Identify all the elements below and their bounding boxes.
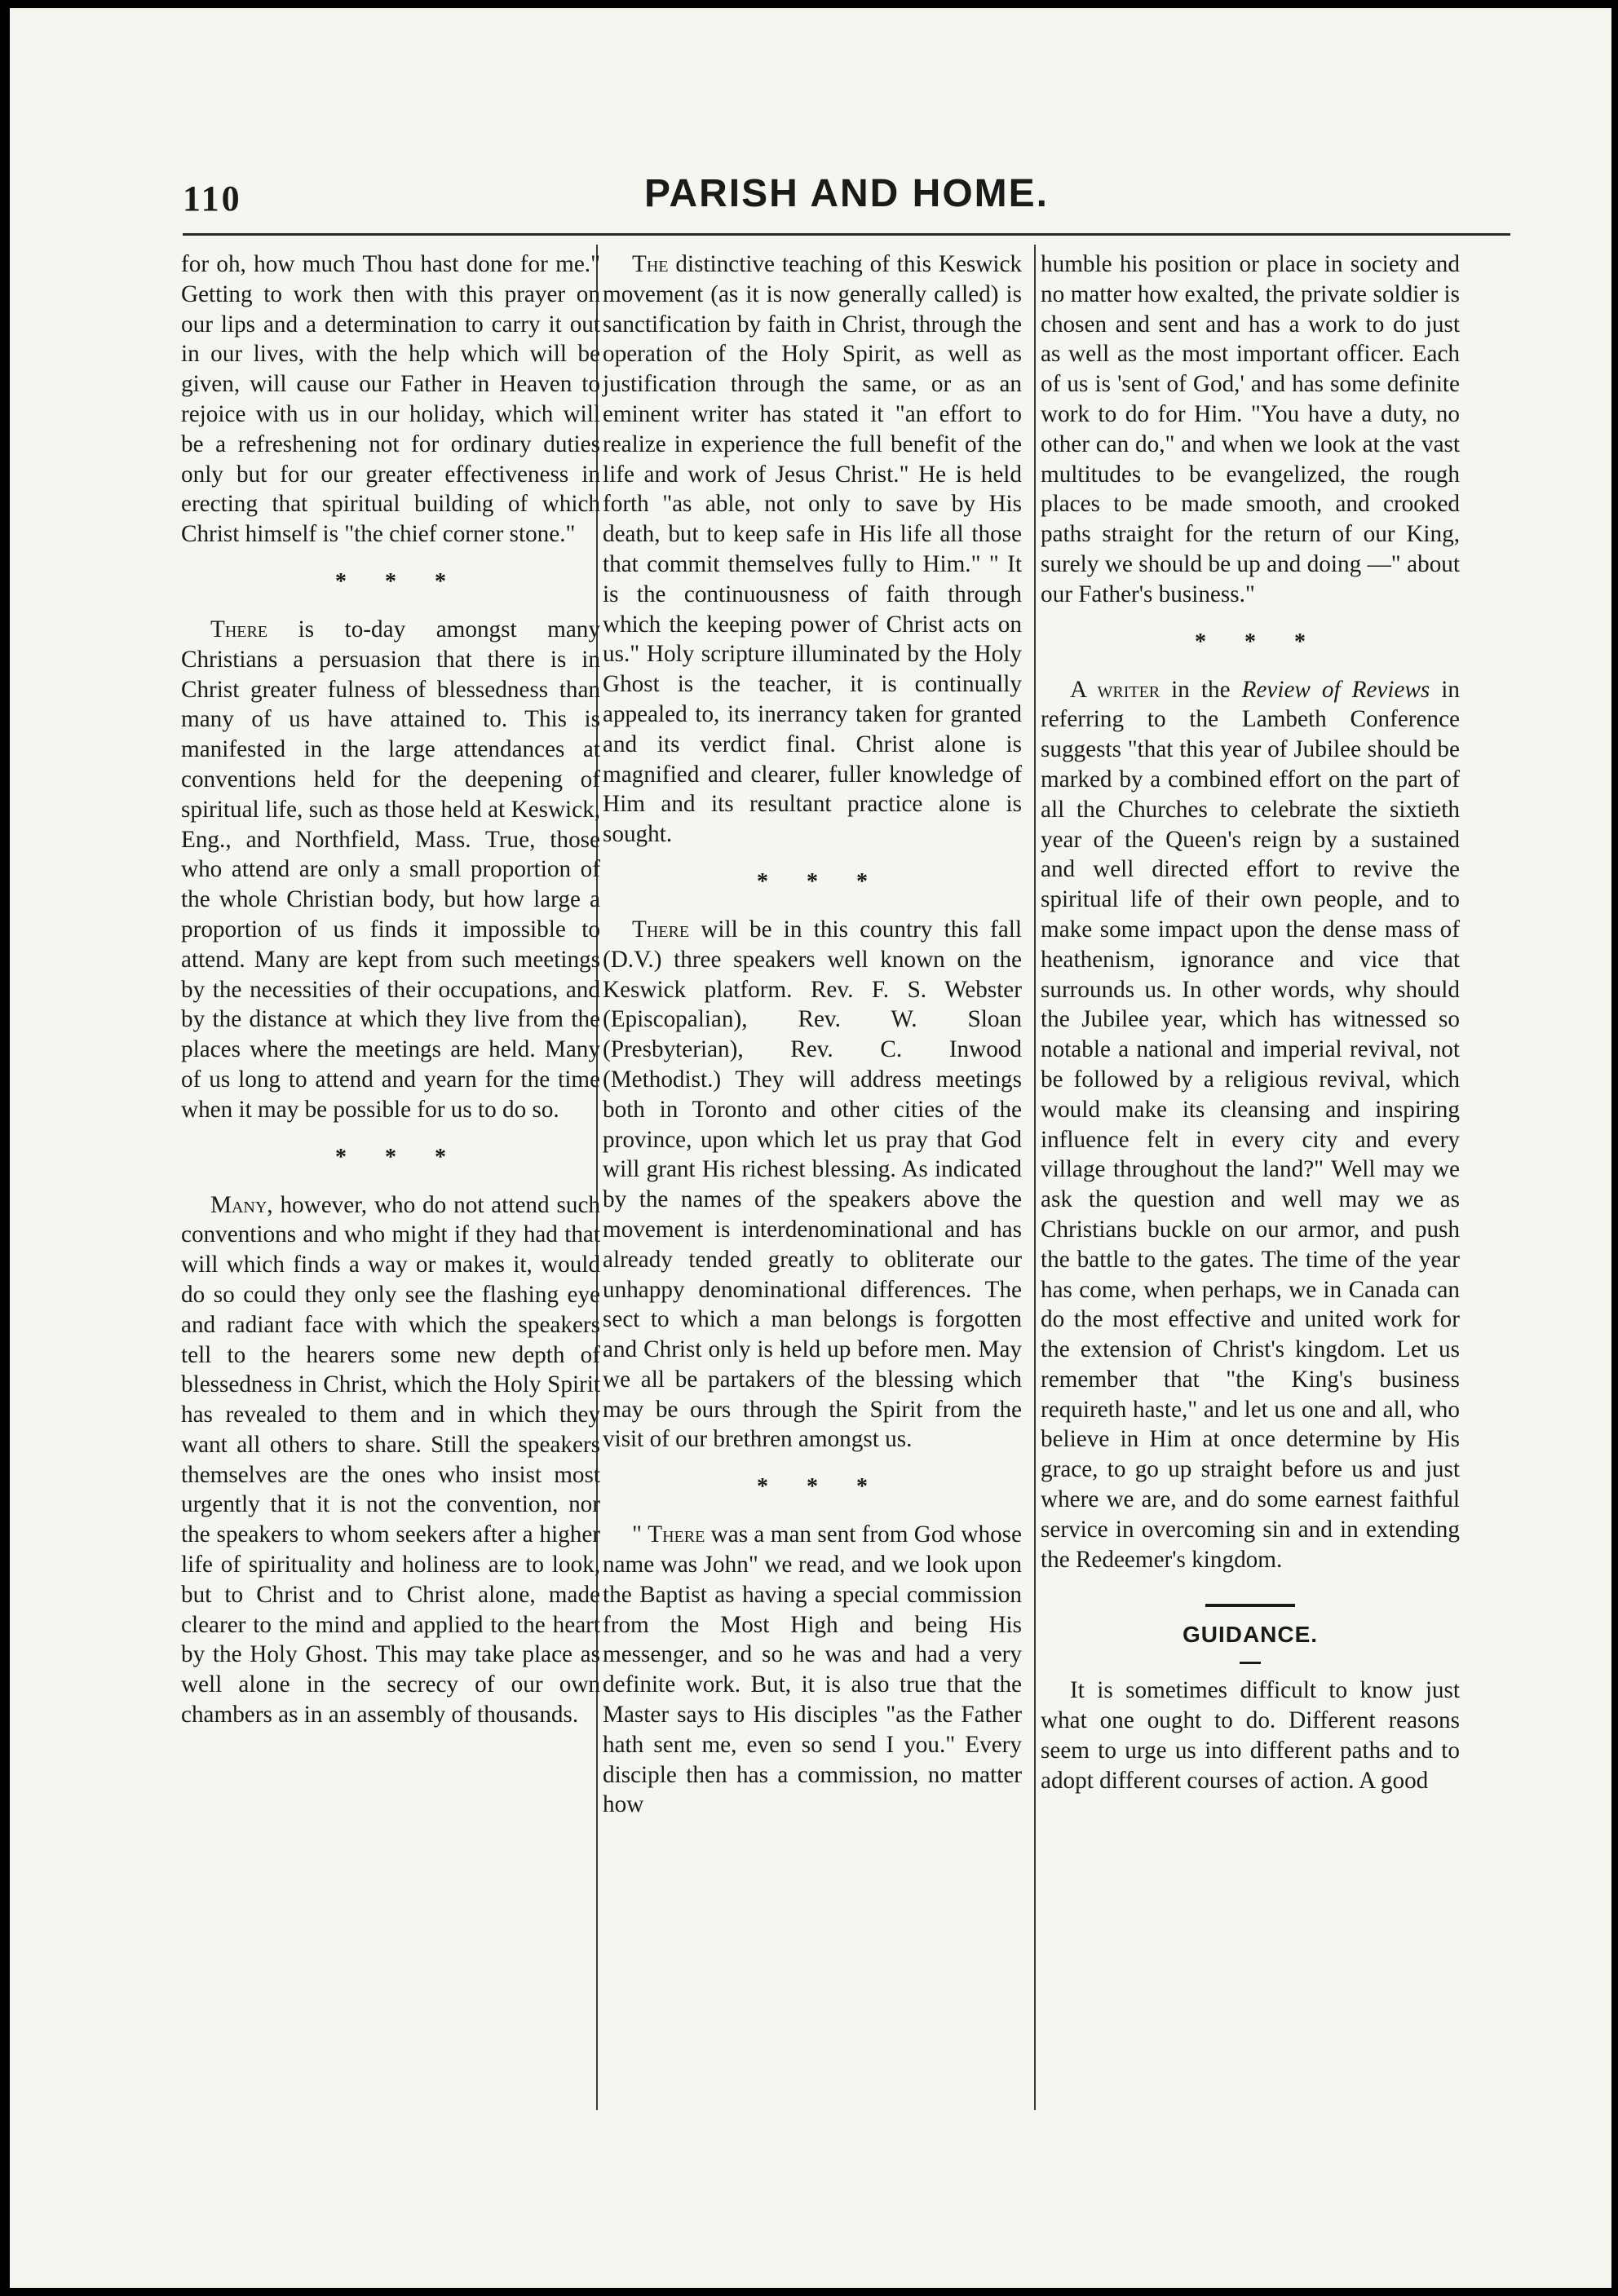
heading-dash bbox=[1240, 1662, 1261, 1664]
lead-word: There bbox=[648, 1521, 705, 1548]
section-break: * * * bbox=[757, 1474, 868, 1500]
running-title: PARISH AND HOME. bbox=[643, 172, 1049, 215]
journal-title: Review of Reviews bbox=[1241, 676, 1430, 703]
section-break: * * * bbox=[757, 868, 868, 894]
paragraph bbox=[181, 615, 600, 1125]
paragraph bbox=[603, 915, 1022, 1455]
page-header bbox=[183, 171, 1510, 228]
paragraph-text: will be in this country this fall (D.V.) three speakers well known on the Keswick platform. Rev. F. S. Webster (Episcopalian), Rev. W. Sloan (Presbyterian), Rev. C. Inwood (Methodist.) They will address meetings both in Toronto and other cities of the province, upon which let us pray that God will grant His richest blessing. As indicated by the names of the speakers above the movement is interdenominational and has already tended greatly to obliterate our unhappy denominational differences. The sect to which a man belongs is forgotten and Christ only is held up before men. May we all be partakers of the blessing which may be ours through the Spirit from the visit of our brethren amongst us. bbox=[603, 916, 1022, 1453]
lead-word: A writer bbox=[1070, 676, 1160, 703]
paragraph-text: in referring to the Lambeth Conference suggests "that this year of Jubilee should be marked by a combined effort on the part of all the Churches to celebrate the sixtieth year of the Queen's reign by a sustained and well directed effort to revive the spiritual life of their own people, and to make some impact upon the dense mass of heathenism, ignorance and vice that surrounds us. In other words, why should the Jubilee year, which has witnessed so notable a national and imperial revival, not be followed by a religious revival, which would make its cleansing and inspiring influence felt in every city and every village throughout the land?" Well may we ask the question and well may we as Christians buckle on our armor, and push the battle to the gates. The time of the year has come, when perhaps, we in Canada can do the most effective and united work for the extension of Christ's kingdom. Let us remember that "the King's business requireth haste," and let us one and all, who believe in Him at once determine by His grace, to go up straight before us and just where we are, and do some earnest faithful service in overcoming sin and in extending the Redeemer's kingdom. bbox=[1041, 676, 1460, 1573]
lead-word: There bbox=[210, 616, 268, 642]
paragraph bbox=[603, 249, 1022, 850]
column-3 bbox=[1041, 249, 1460, 1795]
paragraph-text: , however, who do not attend such conventions and who might if they had that will which finds a way or makes it, would do so could they only see the flashing eye and radiant face with which the speakers tell to the hearers some new depth of blessedness in Christ, which the Holy Spirit has revealed to them and in which they want all others to share. Still the speakers themselves are the ones who insist most urgently that it is not the convention, nor the speakers to whom seekers after a higher life of spirituality and holiness are to look, but to Christ and to Christ alone, made clearer to the mind and applied to the heart by the Holy Ghost. This may take place as well alone in the secrecy of our own chambers as in an assembly of thousands. bbox=[181, 1191, 600, 1729]
paragraph-text: distinctive teaching of this Keswick movement (as it is now generally called) is sanctification by faith in Christ, through the operation of the Holy Spirit, as well as justification through the same, or as an eminent writer has stated it "an effort to realize in experience the full benefit of the life and work of Jesus Christ." He is held forth "as able, not only to save by His death, but to keep safe in His life all those that commit themselves fully to Him." " It is the continuousness of faith through which the keeping power of Christ acts on us." Holy scripture illuminated by the Holy Ghost is the teacher, it is continually appealed to, its inerrancy taken for granted and its verdict final. Christ alone is magnified and clearer, fuller knowledge of Him and its resultant practice alone is sought. bbox=[603, 251, 1022, 848]
paragraph-text: in the bbox=[1160, 676, 1242, 703]
paragraph bbox=[181, 1190, 600, 1730]
section-heading: GUIDANCE. bbox=[1182, 1622, 1319, 1648]
section-rule bbox=[1205, 1604, 1295, 1607]
column-2 bbox=[603, 249, 1022, 1820]
page bbox=[10, 8, 1611, 2288]
paragraph-text: is to-day amongst many Christians a persuasion that there is in Christ greater fulness of blessedness than many of us have attained to. This is manifested in the large attendances at conventions held for the deepening of spiritual life, such as those held at Keswick, Eng., and Northfield, Mass. True, those who attend are only a small proportion of the whole Christian body, but how large a proportion of us finds it impossible to attend. Many are kept from such meetings by the necessities of their occupations, and by the distance at which they live from the places where the meetings are held. Many of us long to attend and yearn for the time when it may be possible for us to do so. bbox=[181, 616, 600, 1123]
column-divider bbox=[1034, 245, 1036, 2110]
section-break: * * * bbox=[335, 1144, 446, 1170]
paragraph-text: was a man sent from God whose name was John" we read, and we look upon the Baptist as having a special commission from the Most High and being His messenger, and so he was and had a very definite work. But, it is also true that the Master says to His disciples "as the Father hath sent me, even so send I you." Every disciple then has a commission, no matter how bbox=[603, 1521, 1022, 1818]
page-number: 110 bbox=[183, 179, 242, 219]
paragraph bbox=[603, 1520, 1022, 1820]
section-break: * * * bbox=[1195, 629, 1306, 655]
paragraph: humble his position or place in society and no matter how exalted, the private soldier is chosen and sent and has a work to do just as well as the most important officer. Each of us is 'sent of God,' and has some definite work to do for Him. "You have a duty, no other can do," and when we look at the vast multitudes to be evangelized, the rough places to be made smooth, and crooked paths straight for the return of our King, surely we should be up and doing —" about our Father's business." bbox=[1041, 251, 1460, 607]
open-quote: " bbox=[632, 1521, 648, 1548]
paragraph bbox=[1041, 675, 1460, 1575]
column-1 bbox=[181, 249, 600, 1730]
lead-word: The bbox=[632, 251, 669, 277]
lead-word: Many bbox=[210, 1191, 267, 1218]
paragraph: for oh, how much Thou hast done for me." Getting to work then with this prayer on our lips and a determination to carry it out in our lives, with the help which will be given, will cause our Father in Heaven to rejoice with us in our holiday, which will be a refreshening not for ordinary duties only but for our greater effectiveness in erecting that spiritual building of which Christ himself is "the chief corner stone." bbox=[181, 251, 600, 548]
paragraph: It is sometimes difficult to know just what one ought to do. Different reasons seem to urge us into different paths and to adopt different courses of action. A good bbox=[1041, 1677, 1460, 1794]
header-rule bbox=[183, 233, 1510, 236]
lead-word: There bbox=[632, 916, 690, 943]
section-break: * * * bbox=[335, 568, 446, 594]
